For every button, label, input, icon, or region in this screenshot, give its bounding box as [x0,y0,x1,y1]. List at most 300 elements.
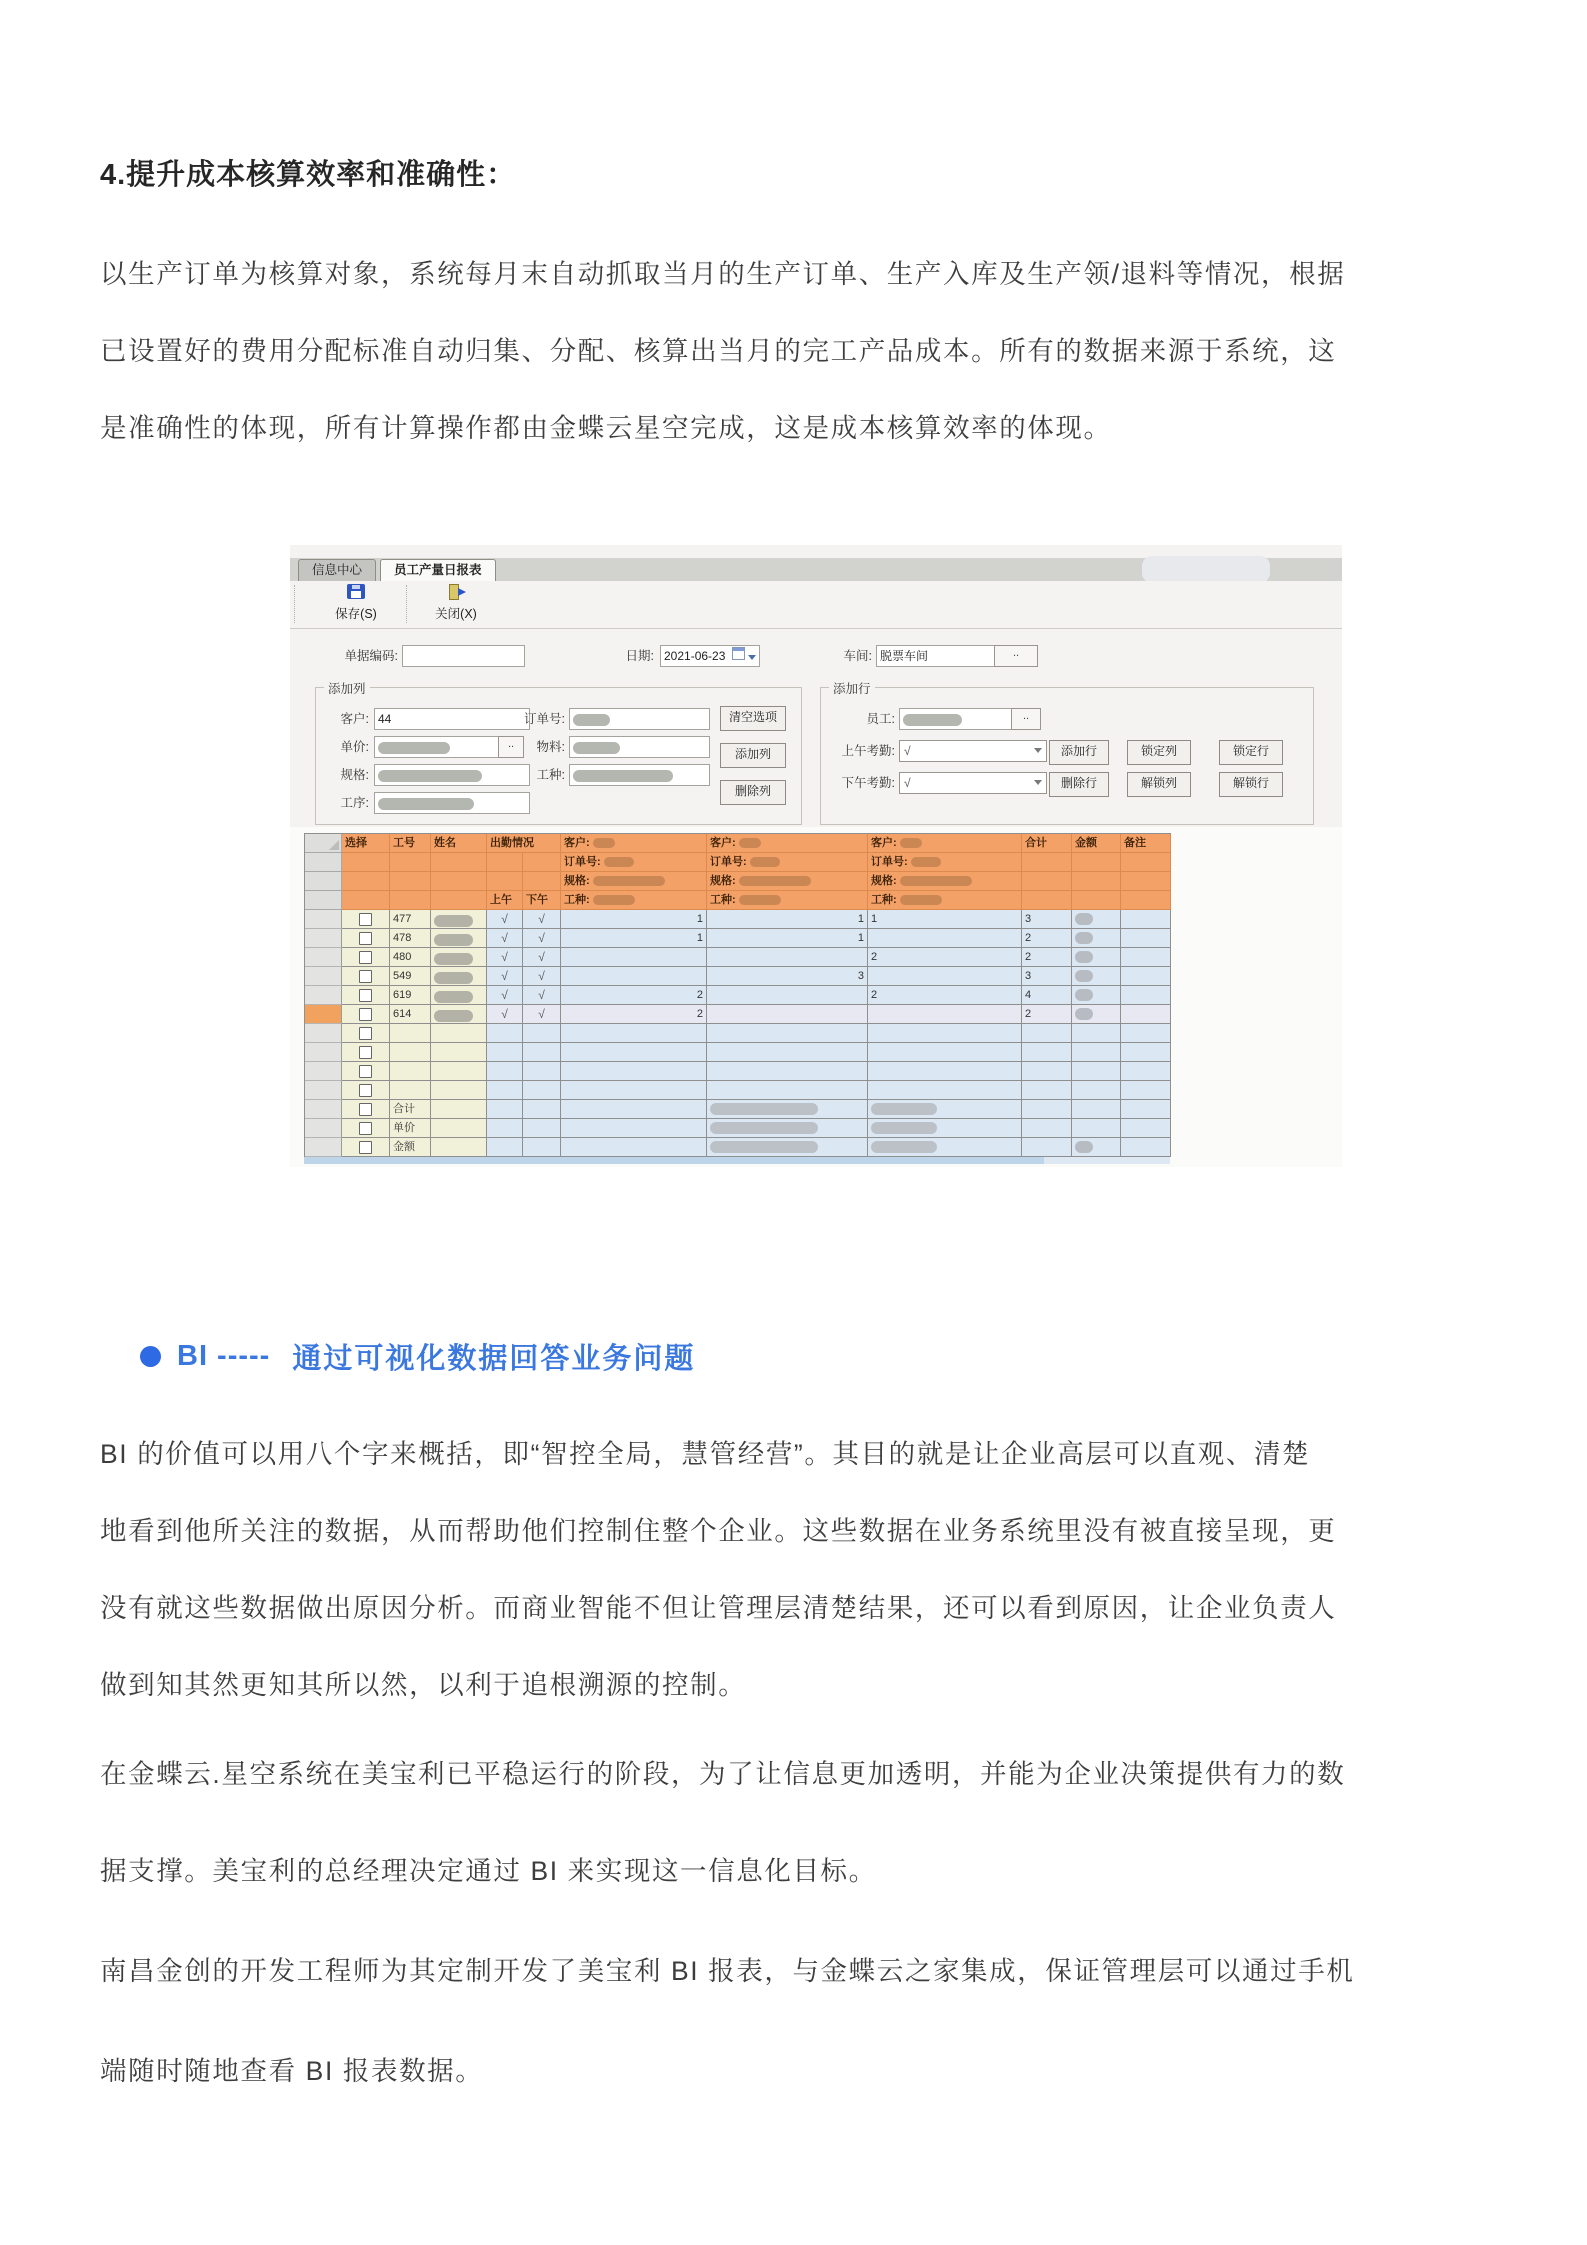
remark-cell [1121,948,1171,967]
pm-attendance-cell: √ [523,986,561,1005]
empty-cell [487,1062,523,1081]
corner-triangle-icon [329,840,339,850]
redaction-blur [710,1103,818,1115]
paragraph-line: 做到知其然更知其所以然，以利于追根溯源的控制。 [100,1670,747,1700]
header-cell [523,872,561,891]
toolbar-separator [294,585,295,623]
am-attendance-value: √ [904,744,911,758]
group2-qty-cell: 1 [707,929,868,948]
remark-cell [1121,1138,1171,1157]
material-input[interactable] [569,736,710,758]
row-checkbox-cell[interactable] [342,910,390,929]
empty-cell [1121,1024,1171,1043]
row-checkbox-cell[interactable] [342,1062,390,1081]
select-all-corner[interactable] [305,834,342,853]
redaction-blur [573,770,673,782]
spec-label: 规格: [710,875,736,887]
header-cell [390,853,431,872]
group3-qty-cell: 1 [868,910,1022,929]
group3-qty-cell [868,1100,1022,1119]
redaction-blur [1075,1008,1093,1020]
emp-no-cell: 478 [390,929,431,948]
price-input[interactable] [374,736,502,758]
header-attendance[interactable]: 出勤情况 [487,834,561,853]
section-heading: 4.提升成本核算效率和准确性： [100,159,517,191]
name-cell [431,1100,487,1119]
header-group3-spec [868,872,1022,891]
empty-cell [707,1043,868,1062]
group1-qty-cell [561,1138,707,1157]
header-group1-order [561,853,707,872]
row-checkbox[interactable] [359,951,372,964]
total-cell: 2 [1022,1005,1072,1024]
add-row-button[interactable]: 添加行 [1049,740,1109,765]
worktype-label: 工种: [710,894,736,906]
empty-cell [487,1081,523,1100]
bullet-icon [140,1346,161,1367]
am-attendance-label: 上午考勤: [841,744,895,758]
empty-cell [523,1081,561,1100]
header-group2-customer[interactable] [707,834,868,853]
header-cell [1072,853,1121,872]
toolbar-separator [406,585,407,623]
group2-qty-cell [707,1100,868,1119]
empty-cell [868,1024,1022,1043]
empty-cell [561,1062,707,1081]
header-gutter [305,872,342,891]
name-cell [431,1081,487,1100]
group1-qty-cell: 2 [561,986,707,1005]
redaction-blur [911,857,941,867]
paragraph-line: 没有就这些数据做出原因分析。而商业智能不但让管理层清楚结果，还可以看到原因，让企业负责人 [100,1593,1337,1623]
group3-qty-cell [868,967,1022,986]
remark-cell [1121,967,1171,986]
header-cell [431,891,487,910]
empty-cell [487,1043,523,1062]
row-checkbox-cell[interactable] [342,1138,390,1157]
paragraph-line: 端随时随地查看 BI 报表数据。 [100,2056,484,2086]
header-cell [342,872,390,891]
select-caret-icon [1034,780,1042,785]
empty-cell [1072,1024,1121,1043]
group2-qty-cell: 1 [707,910,868,929]
amount-cell [1072,986,1121,1005]
row-checkbox[interactable] [359,1103,372,1116]
workshop-input[interactable]: 脱票车间 [876,645,996,667]
header-cell [342,853,390,872]
row-checkbox[interactable] [359,970,372,983]
summary-label-cell: 合计 [390,1100,431,1119]
redaction-blur [750,857,780,867]
delete-row-button[interactable]: 删除行 [1049,772,1109,797]
process-label: 工序: [340,796,369,810]
header-select[interactable]: 选择 [342,834,390,853]
row-checkbox-cell[interactable] [342,1005,390,1024]
customer-label: 客户: [340,712,369,726]
pm-attendance-cell [523,1138,561,1157]
header-group3-worktype [868,891,1022,910]
header-total[interactable]: 合计 [1022,834,1072,853]
redaction-blur [1075,1141,1093,1153]
empty-cell [707,1062,868,1081]
group1-qty-cell: 2 [561,1005,707,1024]
group2-qty-cell [707,1119,868,1138]
amount-cell [1072,1100,1121,1119]
date-label: 日期: [625,649,654,663]
name-cell [431,1043,487,1062]
row-checkbox[interactable] [359,1122,372,1135]
worktype-label: 工种: [871,894,897,906]
row-checkbox-cell[interactable] [342,986,390,1005]
group1-qty-cell [561,948,707,967]
add-row-group-title: 添加行 [829,679,875,697]
lock-column-button[interactable]: 锁定列 [1127,740,1191,765]
row-checkbox[interactable] [359,989,372,1002]
redaction-blur [900,895,942,905]
paragraph-line: 以生产订单为核算对象，系统每月末自动抓取当月的生产订单、生产入库及生产领/退料等情况，根据 [100,259,1346,289]
header-amount[interactable]: 金额 [1072,834,1121,853]
row-checkbox-cell[interactable] [342,1024,390,1043]
paragraph-line: 在金蝶云.星空系统在美宝利已平稳运行的阶段，为了让信息更加透明，并能为企业决策提供有力的数 [100,1759,1346,1789]
redaction-blur [434,1010,473,1022]
name-cell [431,948,487,967]
header-group2-order [707,853,868,872]
redaction-blur [871,1122,937,1134]
header-cell [1022,891,1072,910]
row-checkbox-cell[interactable] [342,1043,390,1062]
toolbar [290,581,1342,629]
am-attendance-cell: √ [487,1005,523,1024]
am-attendance-cell: √ [487,929,523,948]
workshop-lookup-button[interactable]: .. [994,645,1038,667]
spec-label: 规格: [340,768,369,782]
paragraph-line: 是准确性的体现，所有计算操作都由金蝶云星空完成，这是成本核算效率的体现。 [100,413,1112,443]
order-input[interactable] [569,708,710,730]
redaction-blur [871,1141,937,1153]
name-cell [431,1138,487,1157]
redaction-blur [593,838,615,848]
redaction-blur [900,876,972,886]
emp-no-cell [390,1062,431,1081]
header-cell [390,891,431,910]
row-selector[interactable] [305,1138,342,1157]
header-cell [1121,891,1171,910]
workshop-label: 车间: [843,649,872,663]
header-group1-spec [561,872,707,891]
row-checkbox[interactable] [359,1008,372,1021]
paragraph-line: 南昌金创的开发工程师为其定制开发了美宝利 BI 报表，与金蝶云之家集成，保证管理层可以通过手机 [100,1956,1355,1986]
redaction-blur [1075,970,1093,982]
save-label: 保存(S) [335,607,377,621]
price-label: 单价: [340,740,369,754]
worktype-input[interactable] [569,764,710,786]
remark-cell [1121,929,1171,948]
total-cell: 2 [1022,929,1072,948]
group1-qty-cell: 1 [561,910,707,929]
group3-qty-cell [868,929,1022,948]
name-cell [431,967,487,986]
name-cell [431,929,487,948]
pm-attendance-select[interactable] [899,772,1047,794]
lock-row-button[interactable]: 锁定行 [1219,740,1283,765]
redaction-blur [378,742,450,754]
total-cell [1022,1100,1072,1119]
row-checkbox-cell[interactable] [342,948,390,967]
header-cell [431,853,487,872]
redaction-blur [1142,556,1270,583]
row-checkbox-cell[interactable] [342,967,390,986]
empty-cell [868,1081,1022,1100]
am-attendance-cell: √ [487,986,523,1005]
remove-column-button[interactable]: 删除列 [720,780,786,805]
empty-cell [523,1024,561,1043]
header-cell [431,872,487,891]
amount-cell [1072,1138,1121,1157]
header-am[interactable]: 上午 [487,891,523,910]
group2-qty-cell: 3 [707,967,868,986]
pm-attendance-value: √ [904,776,911,790]
redaction-blur [871,1103,937,1115]
tab-employee-daily-report[interactable]: 员工产量日报表 [380,559,496,581]
redaction-blur [739,895,781,905]
row-selector[interactable] [305,910,342,929]
group1-qty-cell [561,967,707,986]
redaction-blur [1075,932,1093,944]
total-cell: 4 [1022,986,1072,1005]
remark-cell [1121,1119,1171,1138]
row-checkbox-cell[interactable] [342,1100,390,1119]
group1-qty-cell [561,1119,707,1138]
am-attendance-cell [487,1119,523,1138]
name-cell [431,1005,487,1024]
empty-cell [707,1081,868,1100]
empty-cell [868,1062,1022,1081]
row-checkbox-cell[interactable] [342,929,390,948]
material-label: 物料: [536,740,565,754]
remark-cell [1121,1005,1171,1024]
remark-cell [1121,1100,1171,1119]
amount-cell [1072,1005,1121,1024]
customer-label: 客户: [564,837,590,849]
pm-attendance-cell: √ [523,1005,561,1024]
customer-label: 客户: [710,837,736,849]
header-gutter [305,891,342,910]
header-cell [487,872,523,891]
empty-cell [561,1024,707,1043]
save-button[interactable] [312,584,400,622]
redaction-blur [434,991,473,1003]
empty-cell [707,1024,868,1043]
pm-attendance-cell: √ [523,967,561,986]
price-lookup-button[interactable]: .. [498,736,524,758]
employee-lookup-button[interactable]: .. [1011,708,1041,730]
header-remark[interactable]: 备注 [1121,834,1171,853]
row-selector[interactable] [305,1062,342,1081]
spec-input[interactable] [374,764,530,786]
row-selector[interactable] [305,1043,342,1062]
row-selector[interactable] [305,1119,342,1138]
empty-cell [523,1043,561,1062]
date-value: 2021-06-23 [664,649,726,663]
group3-qty-cell: 2 [868,948,1022,967]
customer-label: 客户: [871,837,897,849]
empty-cell [1121,1043,1171,1062]
row-checkbox[interactable] [359,932,372,945]
name-cell [431,1062,487,1081]
tab-bar [290,558,1342,582]
process-input[interactable] [374,792,530,814]
empty-cell [1022,1043,1072,1062]
name-cell [431,1024,487,1043]
clear-options-button[interactable]: 清空选项 [720,706,786,731]
employee-label: 员工: [866,712,895,726]
doc-no-label: 单据编码: [344,649,398,663]
redaction-blur [1075,913,1093,925]
date-icons[interactable] [732,646,756,666]
empty-cell [868,1043,1022,1062]
empty-cell [1022,1062,1072,1081]
redaction-blur [593,895,635,905]
row-checkbox[interactable] [359,1027,372,1040]
amount-cell [1072,910,1121,929]
emp-no-cell [390,1081,431,1100]
order-label: 订单号: [524,712,565,726]
row-selector[interactable] [305,967,342,986]
date-input[interactable] [660,645,760,667]
amount-cell [1072,948,1121,967]
empty-cell [1121,1062,1171,1081]
row-checkbox-cell[interactable] [342,1119,390,1138]
group2-qty-cell [707,1138,868,1157]
group1-qty-cell [561,1100,707,1119]
row-selector[interactable] [305,1081,342,1100]
redaction-blur [739,838,761,848]
remark-cell [1121,986,1171,1005]
doc-no-input[interactable] [402,645,525,667]
bi-heading-prefix: BI ----- [177,1340,271,1372]
unlock-column-button[interactable]: 解锁列 [1127,772,1191,797]
remark-cell [1121,910,1171,929]
production-grid [304,833,1171,1157]
am-attendance-cell [487,1138,523,1157]
name-cell [431,986,487,1005]
row-checkbox-cell[interactable] [342,1081,390,1100]
am-attendance-cell: √ [487,948,523,967]
close-label: 关闭(X) [435,607,477,621]
emp-no-cell: 614 [390,1005,431,1024]
add-column-button[interactable]: 添加列 [720,743,786,768]
total-cell: 2 [1022,948,1072,967]
worktype-label: 工种: [536,768,565,782]
header-cell [342,891,390,910]
header-cell [487,853,523,872]
paragraph-line: 地看到他所关注的数据，从而帮助他们控制住整个企业。这些数据在业务系统里没有被直接呈现，更 [100,1516,1337,1546]
header-cell [1022,853,1072,872]
summary-label-cell: 金额 [390,1138,431,1157]
amount-cell [1072,967,1121,986]
row-selector[interactable] [305,986,342,1005]
employee-input[interactable] [899,708,1015,730]
tab-info-center[interactable]: 信息中心 [298,559,376,581]
amount-cell [1072,1119,1121,1138]
header-cell [1022,872,1072,891]
redaction-blur [1075,989,1093,1001]
redaction-blur [900,838,922,848]
empty-cell [1072,1062,1121,1081]
unlock-row-button[interactable]: 解锁行 [1219,772,1283,797]
header-cell [523,853,561,872]
header-emp-no[interactable]: 工号 [390,834,431,853]
row-selector[interactable] [305,1005,342,1024]
header-group1-worktype [561,891,707,910]
total-cell [1022,1138,1072,1157]
am-attendance-cell: √ [487,910,523,929]
header-group1-customer[interactable] [561,834,707,853]
group3-qty-cell: 2 [868,986,1022,1005]
header-cell [1121,853,1171,872]
row-checkbox[interactable] [359,1046,372,1059]
calendar-icon [732,647,745,660]
customer-input[interactable]: 44 [374,708,530,730]
emp-no-cell: 477 [390,910,431,929]
pm-attendance-cell: √ [523,929,561,948]
order-label: 订单号: [564,856,601,868]
header-group3-customer[interactable] [868,834,1022,853]
group3-qty-cell [868,1005,1022,1024]
emp-no-cell [390,1043,431,1062]
summary-label-cell: 单价 [390,1119,431,1138]
erp-screenshot [290,545,1342,1167]
group3-qty-cell [868,1138,1022,1157]
row-checkbox[interactable] [359,1084,372,1097]
group3-qty-cell [868,1119,1022,1138]
pm-attendance-cell [523,1119,561,1138]
add-column-group [315,682,802,825]
emp-no-cell: 619 [390,986,431,1005]
row-checkbox[interactable] [359,913,372,926]
exit-icon [446,584,466,599]
redaction-blur [739,876,811,886]
empty-cell [1022,1024,1072,1043]
header-name[interactable]: 姓名 [431,834,487,853]
redaction-blur [604,857,634,867]
spec-label: 规格: [871,875,897,887]
total-cell: 3 [1022,910,1072,929]
row-checkbox[interactable] [359,1141,372,1154]
header-pm[interactable]: 下午 [523,891,561,910]
row-selector[interactable] [305,948,342,967]
row-selector[interactable] [305,1100,342,1119]
row-checkbox[interactable] [359,1065,372,1078]
redaction-blur [1075,951,1093,963]
row-selector[interactable] [305,1024,342,1043]
header-cell [1121,872,1171,891]
emp-no-cell: 480 [390,948,431,967]
am-attendance-select[interactable] [899,740,1047,762]
horizontal-scrollbar-thumb[interactable] [304,1157,1044,1164]
redaction-blur [573,742,620,754]
group2-qty-cell [707,948,868,967]
save-icon [347,584,365,599]
row-selector[interactable] [305,929,342,948]
close-button[interactable] [412,584,500,622]
header-cell [1072,891,1121,910]
redaction-blur [434,934,473,946]
am-attendance-cell: √ [487,967,523,986]
empty-cell [1072,1043,1121,1062]
dropdown-arrow-icon [748,655,756,660]
select-caret-icon [1034,748,1042,753]
